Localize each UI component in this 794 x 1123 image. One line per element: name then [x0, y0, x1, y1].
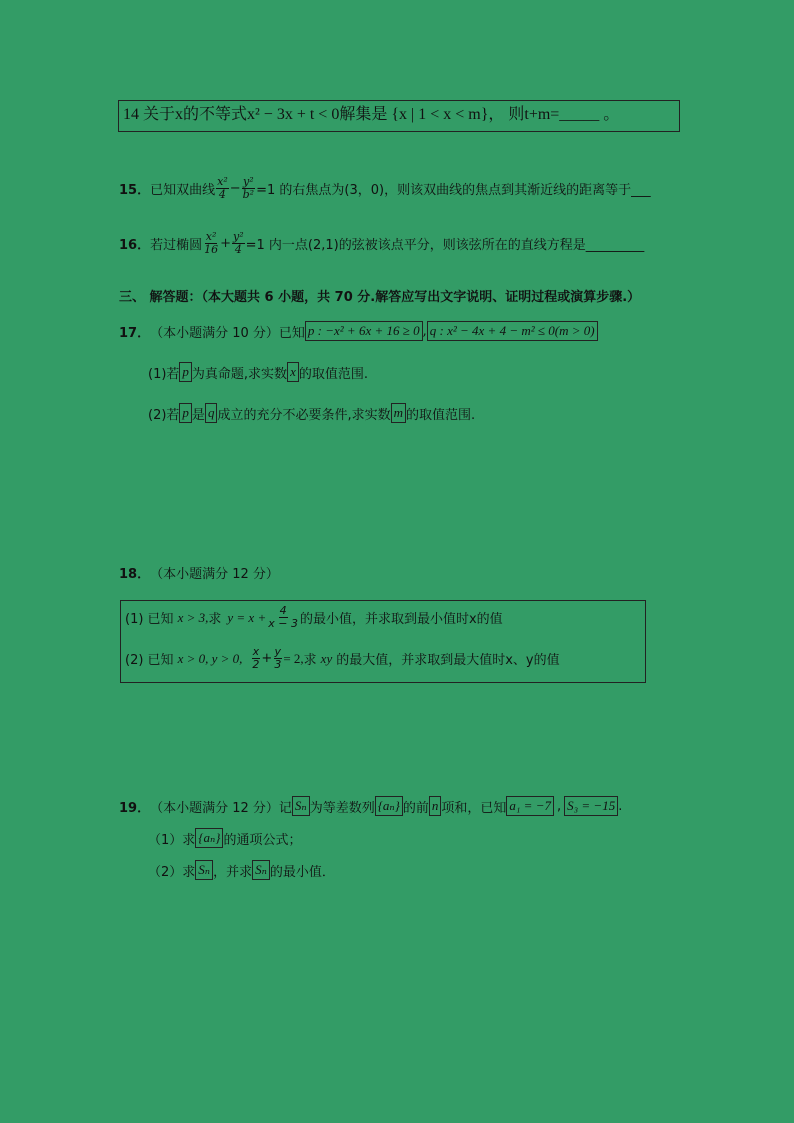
q16-frac2 [232, 231, 245, 256]
q19-score: （本小题满分 12 分）记 [150, 800, 292, 816]
q19-mid1: 为等差数列 [309, 800, 375, 816]
q19-part2 [148, 860, 335, 880]
q16-line [119, 231, 644, 256]
q17-part1-post: 的取值范围. [298, 366, 368, 382]
q19-part1-an: {aₙ} [195, 828, 223, 848]
q18-part2 [125, 646, 560, 671]
q15-pre: 已知双曲线 [150, 183, 216, 198]
q17-part1-pre: (1)若 [148, 366, 180, 382]
q17-part2-post: 的取值范围. [405, 407, 476, 423]
q18-part1-y: y = x + [227, 609, 267, 625]
q17-part1-p: p [179, 362, 192, 382]
q15-frac2-num: y² [243, 175, 254, 188]
section-3-heading: 三、 解答题：（本大题共 6 小题，共 70 分.解答应写出文字说明、证明过程或演算步骤.） [119, 290, 641, 305]
q18-part1-mid: 求 [208, 612, 222, 627]
q17-part2 [148, 403, 475, 423]
q18-score: （本小题满分 12 分） [150, 567, 279, 582]
q18-part1-cond: x > 3, [177, 609, 209, 625]
q16-pre: 若过椭圆 [150, 238, 203, 253]
q16-frac2-den: 4 [234, 243, 242, 256]
q19-mid3: 项和，已知 [441, 800, 507, 816]
q18-part2-frac2 [273, 646, 282, 671]
q16-frac2-num: y² [233, 230, 244, 243]
q18-part1-frac-den: x − 3 [268, 617, 298, 630]
q19-part2-pre: （2）求 [148, 864, 196, 880]
q19-n: n [429, 796, 442, 816]
q17-score: （本小题满分 10 分）已知 [150, 325, 305, 341]
q15-frac1-den: 4 [218, 188, 226, 201]
q18-part2-cond: x > 0, y > 0, [177, 650, 243, 666]
q18-part1-frac [267, 605, 299, 630]
q18-part2-pre: (2) 已知 [125, 653, 174, 668]
q18-part2-frac1-den: 2 [252, 658, 260, 671]
q15-frac2 [242, 176, 255, 201]
q17-part1-mid: 为真命题,求实数 [191, 366, 288, 382]
q18-part1-post: 的最小值，并求取到最小值时x的值 [299, 612, 503, 627]
q18-part2-plus: + [261, 651, 273, 666]
q19-part1 [148, 828, 301, 848]
q16-frac1-den: 16 [204, 243, 219, 256]
q16-post: =1 内一点(2,1)的弦被该点平分，则该弦所在的直线方程是_________ [245, 238, 645, 253]
q19-part1-post: 的通项公式； [223, 832, 302, 848]
q17-separator: , [422, 323, 427, 339]
q18-part2-frac2-num: y [274, 645, 282, 658]
q17-part2-pre: (2)若 [148, 407, 180, 423]
q16-plus: + [220, 236, 232, 251]
q19-part2-Sn: Sₙ [195, 860, 213, 880]
q16-number: 16． [119, 238, 151, 253]
q18-part2-eq: = 2, [283, 650, 304, 666]
q18-part1-pre: (1) 已知 [125, 612, 174, 627]
q19-an: {aₙ} [375, 796, 403, 816]
q19-number: 19． [119, 800, 151, 816]
q17-part2-mid2: 成立的充分不必要条件,求实数 [217, 407, 391, 423]
q17-part1-x: x [287, 362, 299, 382]
q15-frac1 [216, 176, 229, 201]
q18-number: 18． [119, 567, 151, 582]
q15-post: =1 的右焦点为(3，0)，则该双曲线的焦点到其渐近线的距离等于___ [256, 183, 651, 198]
q17-line [119, 321, 598, 341]
q19-a1: a₁ = −7 [506, 796, 554, 816]
q19-part2-post: 的最小值． [269, 864, 335, 880]
q15-number: 15． [119, 183, 151, 198]
q15-frac2-den: b² [242, 188, 255, 201]
q15-line [119, 176, 651, 201]
q16-frac1 [203, 231, 219, 256]
q19-line [119, 796, 622, 816]
q18-part2-frac1 [251, 646, 260, 671]
q15-minus: − [229, 181, 241, 196]
q17-number: 17． [119, 325, 151, 341]
q17-part2-mid1: 是 [191, 407, 205, 423]
q18-part2-frac1-num: x [252, 645, 260, 658]
q17-part1 [148, 362, 368, 382]
q18-part2-mid: 求 [303, 653, 317, 668]
q18-line [119, 563, 279, 582]
q18-part2-xy: xy [320, 650, 333, 666]
q16-frac1-num: x² [205, 230, 217, 243]
q17-part2-p: p [179, 403, 192, 423]
q18-part2-post: 的最大值，并求取到最大值时x、y的值 [336, 653, 560, 668]
q15-frac1-num: x² [217, 175, 228, 188]
q17-part2-q: q [205, 403, 218, 423]
q19-part2-mid: ，并求 [213, 864, 253, 880]
q19-S3: S₃ = −15 [564, 796, 618, 816]
q17-q-expression: q : x² − 4x + 4 − m² ≤ 0(m > 0) [427, 321, 598, 341]
q19-part1-pre: （1）求 [148, 832, 196, 848]
q14-text: 14 关于x的不等式x² − 3x + t < 0解集是 {x | 1 < x < m}， 则t+m=_____ 。 [123, 106, 620, 123]
q17-p-expression: p : −x² + 6x + 16 ≥ 0 [305, 321, 423, 341]
q18-part1 [125, 605, 503, 630]
q19-part2-Sn2: Sₙ [252, 860, 270, 880]
q19-Sn: Sₙ [292, 796, 310, 816]
q17-part2-m: m [391, 403, 406, 423]
q18-part2-frac2-den: 3 [274, 658, 282, 671]
q19-comma: , [556, 798, 562, 814]
q18-part1-frac-num: 4 [279, 604, 287, 617]
q19-end: . [618, 798, 623, 814]
q19-mid2: 的前 [402, 800, 429, 816]
